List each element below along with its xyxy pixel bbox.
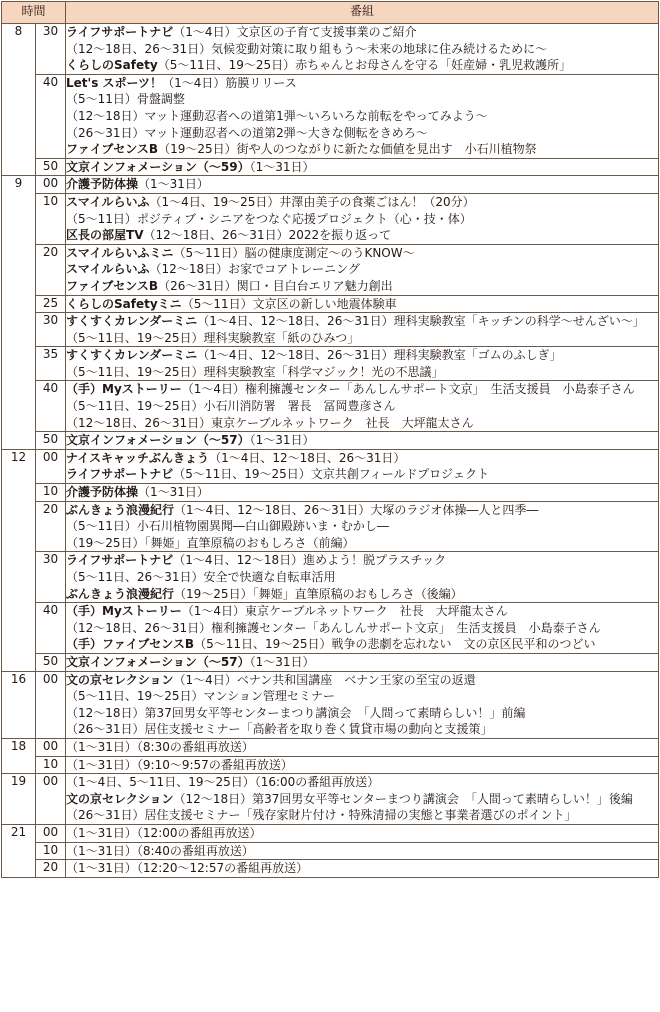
- program-title: すくすくカレンダーミニ: [66, 314, 198, 329]
- program-title: ナイスキャッチぶんきょう: [66, 450, 210, 465]
- program-detail: （1～4日、12～18日、26～31日）: [209, 450, 406, 465]
- program-cell: [66, 432, 659, 450]
- program-detail: （19～25日）「舞姫」直筆原稿のおもしろさ（後編）: [174, 586, 463, 601]
- program-detail: （5～11日、26～31日）安全で快適な自転車活用: [66, 570, 336, 584]
- program-line: [66, 721, 658, 738]
- program-title: 文京インフォメーション（～59）: [66, 159, 250, 174]
- program-title: 介護予防体操: [66, 177, 139, 192]
- program-title: くらしのSafetyミニ: [66, 296, 182, 311]
- schedule-row: [2, 347, 659, 381]
- minute-cell: 10: [36, 193, 66, 244]
- program-title: くらしのSafety: [66, 58, 158, 73]
- program-line: [66, 807, 658, 824]
- program-line: [66, 535, 658, 552]
- hour-cell: 16: [2, 671, 36, 738]
- program-detail: （12～18日）マット運動忍者への道第1弾～いろいろな前転をやってみよう～: [66, 108, 488, 123]
- program-cell: [66, 824, 659, 842]
- minute-cell: 10: [36, 756, 66, 774]
- program-line: [66, 672, 658, 689]
- program-line: [66, 364, 658, 381]
- minute-cell: 00: [36, 176, 66, 194]
- program-line: [66, 739, 658, 756]
- program-line: [66, 502, 658, 519]
- hour-cell: 19: [2, 774, 36, 825]
- program-cell: [66, 74, 659, 158]
- program-cell: [66, 449, 659, 483]
- program-line: [66, 705, 658, 722]
- program-cell: [66, 774, 659, 825]
- program-title: 区長の部屋TV: [66, 228, 144, 243]
- program-line: [66, 586, 658, 603]
- program-line: [66, 125, 658, 142]
- program-line: [66, 398, 658, 415]
- program-line: [66, 75, 658, 92]
- minute-cell: 40: [36, 74, 66, 158]
- hour-cell: 9: [2, 176, 36, 450]
- program-detail: （1～31日）: [249, 433, 315, 448]
- schedule-row: [2, 653, 659, 671]
- program-detail: （1～4日、19～25日）井澤由美子の食薬ごはん！（20分）: [149, 194, 475, 209]
- minute-cell: 10: [36, 842, 66, 860]
- program-detail: （5～11日）骨盤調整: [66, 92, 185, 107]
- minute-cell: 40: [36, 603, 66, 654]
- schedule-row: [2, 484, 659, 502]
- minute-cell: 00: [36, 738, 66, 756]
- program-title: スマイルらいふミニ: [66, 245, 174, 260]
- program-title: （手）ファイブセンスB: [66, 637, 195, 652]
- program-detail: （5～11日、19～25日）赤ちゃんとお母さんを守る「妊産婦・乳児救護所」: [157, 58, 572, 73]
- program-line: [66, 791, 658, 808]
- program-detail: （1～31日）（12:20～12:57の番組再放送）: [66, 861, 309, 876]
- program-title: ライフサポートナビ: [66, 553, 174, 568]
- program-detail: （26～31日）居住支援セミナー「残存家財片付け・特殊清掃の実態と事業者選びのポイント」: [66, 808, 577, 823]
- program-cell: [66, 653, 659, 671]
- minute-cell: 20: [36, 860, 66, 878]
- program-detail: （1～31日）: [138, 485, 209, 500]
- program-detail: （1～31日）: [249, 159, 315, 174]
- schedule-row: [2, 449, 659, 483]
- program-detail: （1～4日）権利擁護センター「あんしんサポート文京」 生活支援員 小島泰子さん: [181, 382, 635, 397]
- program-detail: （5～11日、19～25日）理科実験教室「紙のひみつ」: [66, 330, 360, 345]
- schedule-row: [2, 671, 659, 738]
- schedule-row: [2, 774, 659, 825]
- program-detail: （1～4日、12～18日、26～31日）大塚のラジオ体操―人と四季―: [174, 502, 539, 517]
- program-title: 文京インフォメーション（～57）: [66, 654, 250, 669]
- program-detail: （1～4日、5～11日、19～25日）（16:00の番組再放送）: [66, 775, 380, 790]
- program-title: ファイブセンスB: [66, 142, 159, 157]
- program-detail: （5～11日）小石川植物園異聞―白山御殿跡いま・むかし―: [66, 519, 389, 534]
- program-line: [66, 415, 658, 432]
- header-row: [2, 2, 659, 24]
- program-line: [66, 518, 658, 535]
- time-header: 時間: [2, 2, 66, 24]
- program-line: [66, 603, 658, 620]
- program-title: 介護予防体操: [66, 485, 139, 500]
- program-line: [66, 825, 658, 842]
- program-title: ライフサポートナビ: [66, 25, 174, 39]
- program-detail: （5～11日、19～25日）マンション管理セミナー: [66, 689, 335, 704]
- program-cell: [66, 347, 659, 381]
- program-line: [66, 757, 658, 774]
- schedule-row: [2, 74, 659, 158]
- minute-cell: 30: [36, 552, 66, 603]
- program-detail: （26～31日）関口・目白台エリア魅力創出: [158, 278, 393, 293]
- program-line: [66, 141, 658, 158]
- program-detail: （12～18日）第37回男女平等センターまつり講演会 「人間って素晴らしい！」後編: [173, 791, 633, 806]
- program-cell: [66, 381, 659, 432]
- schedule-row: [2, 176, 659, 194]
- program-detail: （1～4日）筋膜リリース: [162, 75, 297, 90]
- program-line: [66, 24, 658, 41]
- program-line: [66, 620, 658, 637]
- program-cell: [66, 244, 659, 295]
- schedule-body: [2, 24, 659, 878]
- program-detail: （5～11日）脳の健康度測定～のうKNOW～: [173, 245, 415, 260]
- program-detail: （12～18日）お家でコアトレーニング: [149, 262, 360, 277]
- program-line: [66, 41, 658, 58]
- program-line: [66, 159, 658, 176]
- hour-cell: 21: [2, 824, 36, 877]
- hour-cell: 12: [2, 449, 36, 671]
- program-detail: （1～4日、12～18日、26～31日）理科実験教室「ゴムのふしぎ」: [197, 348, 562, 363]
- program-cell: [66, 603, 659, 654]
- schedule-row: [2, 552, 659, 603]
- program-detail: （1～31日）（8:40の番組再放送）: [66, 843, 254, 858]
- program-line: [66, 211, 658, 228]
- program-detail: （19～25日）街や人のつながりに新たな価値を見出す 小石川植物祭: [158, 142, 537, 157]
- program-line: [66, 57, 658, 74]
- program-detail: （1～31日）: [138, 177, 209, 192]
- schedule-row: [2, 244, 659, 295]
- program-line: [66, 843, 658, 860]
- minute-cell: 20: [36, 244, 66, 295]
- program-line: [66, 194, 658, 211]
- program-cell: [66, 313, 659, 347]
- program-header: 番組: [66, 2, 659, 24]
- schedule-row: [2, 193, 659, 244]
- program-cell: [66, 24, 659, 75]
- program-title: すくすくカレンダーミニ: [66, 348, 198, 363]
- program-cell: [66, 176, 659, 194]
- program-title: ぶんきょう浪漫紀行: [66, 586, 175, 601]
- program-line: [66, 636, 658, 653]
- program-line: [66, 466, 658, 483]
- schedule-row: [2, 756, 659, 774]
- minute-cell: 35: [36, 347, 66, 381]
- program-title: 文京インフォメーション（～57）: [66, 433, 250, 448]
- program-detail: （5～11日、19～25日）戦争の悲劇を忘れない 文の京区民平和のつどい: [194, 637, 596, 652]
- program-detail: （12～18日、26～31日）気候変動対策に取り組もう～未来の地球に住み続けるために～: [66, 41, 548, 56]
- program-cell: [66, 552, 659, 603]
- program-title: スマイルらいふ: [66, 262, 150, 277]
- program-title: （手）Myストーリー: [66, 604, 182, 619]
- schedule-row: [2, 295, 659, 313]
- program-line: [66, 569, 658, 586]
- program-detail: （12～18日、26～31日）2022を振り返って: [143, 228, 392, 243]
- minute-cell: 50: [36, 158, 66, 176]
- minute-cell: 00: [36, 774, 66, 825]
- minute-cell: 30: [36, 24, 66, 75]
- program-detail: （26～31日）居住支援セミナー「高齢者を取り巻く賃貸市場の動向と支援策」: [66, 722, 493, 737]
- program-cell: [66, 484, 659, 502]
- program-cell: [66, 193, 659, 244]
- schedule-row: [2, 24, 659, 75]
- schedule-row: [2, 824, 659, 842]
- program-cell: [66, 501, 659, 552]
- program-detail: （5～11日）ポジティブ・シニアをつなぐ応援プロジェクト（心・技・体）: [66, 211, 472, 226]
- minute-cell: 25: [36, 295, 66, 313]
- program-title: スマイルらいふ: [66, 194, 150, 209]
- schedule-row: [2, 860, 659, 878]
- program-line: [66, 381, 658, 398]
- program-detail: （12～18日、26～31日）権利擁護センター「あんしんサポート文京」 生活支援員 小島泰子さん: [66, 620, 601, 635]
- program-line: [66, 688, 658, 705]
- schedule-row: [2, 158, 659, 176]
- program-line: [66, 432, 658, 449]
- program-cell: [66, 295, 659, 313]
- program-title: （手）Myストーリー: [66, 382, 182, 397]
- program-detail: （26～31日）マット運動忍者への道第2弾～大きな側転をきめろ～: [66, 125, 428, 140]
- program-line: [66, 450, 658, 467]
- program-line: [66, 330, 658, 347]
- program-cell: [66, 738, 659, 756]
- program-line: [66, 245, 658, 262]
- program-cell: [66, 671, 659, 738]
- program-line: [66, 91, 658, 108]
- minute-cell: 10: [36, 484, 66, 502]
- program-line: [66, 860, 658, 877]
- program-detail: （1～31日）（9:10～9:57の番組再放送）: [66, 757, 293, 772]
- program-detail: （1～4日、12～18日、26～31日）理科実験教室「キッチンの科学～せんざい～」: [197, 314, 645, 329]
- program-line: [66, 774, 658, 791]
- program-detail: （1～31日）（12:00の番組再放送）: [66, 825, 262, 840]
- minute-cell: 40: [36, 381, 66, 432]
- program-line: [66, 261, 658, 278]
- program-line: [66, 296, 658, 313]
- program-detail: （1～4日）ベナン共和国講座 ベナン王家の至宝の返還: [173, 672, 476, 687]
- program-line: [66, 654, 658, 671]
- program-detail: （12～18日）第37回男女平等センターまつり講演会 「人間って素晴らしい！」前編: [66, 705, 526, 720]
- program-line: [66, 313, 658, 330]
- program-detail: （19～25日）「舞姫」直筆原稿のおもしろさ（前編）: [66, 535, 355, 550]
- program-line: [66, 278, 658, 295]
- schedule-row: [2, 603, 659, 654]
- program-line: [66, 227, 658, 244]
- program-detail: （1～4日）東京ケーブルネットワーク 社長 大坪龍太さん: [181, 604, 508, 619]
- schedule-row: [2, 432, 659, 450]
- schedule-row: [2, 501, 659, 552]
- program-cell: [66, 756, 659, 774]
- program-detail: （5～11日、19～25日）理科実験教室「科学マジック！光の不思議」: [66, 364, 444, 379]
- program-cell: [66, 842, 659, 860]
- program-line: [66, 347, 658, 364]
- program-title: ライフサポートナビ: [66, 467, 174, 482]
- program-title: ファイブセンスB: [66, 278, 159, 293]
- minute-cell: 00: [36, 824, 66, 842]
- program-title: 文の京セレクション: [66, 791, 174, 806]
- minute-cell: 00: [36, 671, 66, 738]
- minute-cell: 30: [36, 313, 66, 347]
- program-detail: （1～31日）: [249, 654, 315, 669]
- hour-cell: 8: [2, 24, 36, 176]
- program-detail: （12～18日、26～31日）東京ケーブルネットワーク 社長 大坪龍太さん: [66, 415, 474, 430]
- program-detail: （1～4日、12～18日）進めよう！脱プラスチック: [173, 553, 447, 568]
- schedule-row: [2, 313, 659, 347]
- minute-cell: 20: [36, 501, 66, 552]
- program-line: [66, 484, 658, 501]
- program-cell: [66, 860, 659, 878]
- schedule-row: [2, 738, 659, 756]
- minute-cell: 00: [36, 449, 66, 483]
- program-cell: [66, 158, 659, 176]
- program-detail: （5～11日、19～25日）文京共創フィールドプロジェクト: [173, 467, 489, 482]
- program-line: [66, 552, 658, 569]
- schedule-table: [1, 1, 659, 878]
- program-detail: （5～11日、19～25日）小石川消防署 署長 冨岡豊彦さん: [66, 399, 396, 414]
- minute-cell: 50: [36, 653, 66, 671]
- program-line: [66, 108, 658, 125]
- program-title: ぶんきょう浪漫紀行: [66, 502, 175, 517]
- schedule-row: [2, 381, 659, 432]
- program-title: 文の京セレクション: [66, 672, 174, 687]
- program-detail: （1～31日）（8:30の番組再放送）: [66, 739, 254, 754]
- program-detail: （5～11日）文京区の新しい地震体験車: [181, 296, 397, 311]
- schedule-row: [2, 842, 659, 860]
- program-title: Let's スポーツ！: [66, 75, 163, 90]
- hour-cell: 18: [2, 738, 36, 773]
- program-detail: （1～4日）文京区の子育て支援事業のご紹介: [173, 25, 417, 39]
- program-line: [66, 176, 658, 193]
- minute-cell: 50: [36, 432, 66, 450]
